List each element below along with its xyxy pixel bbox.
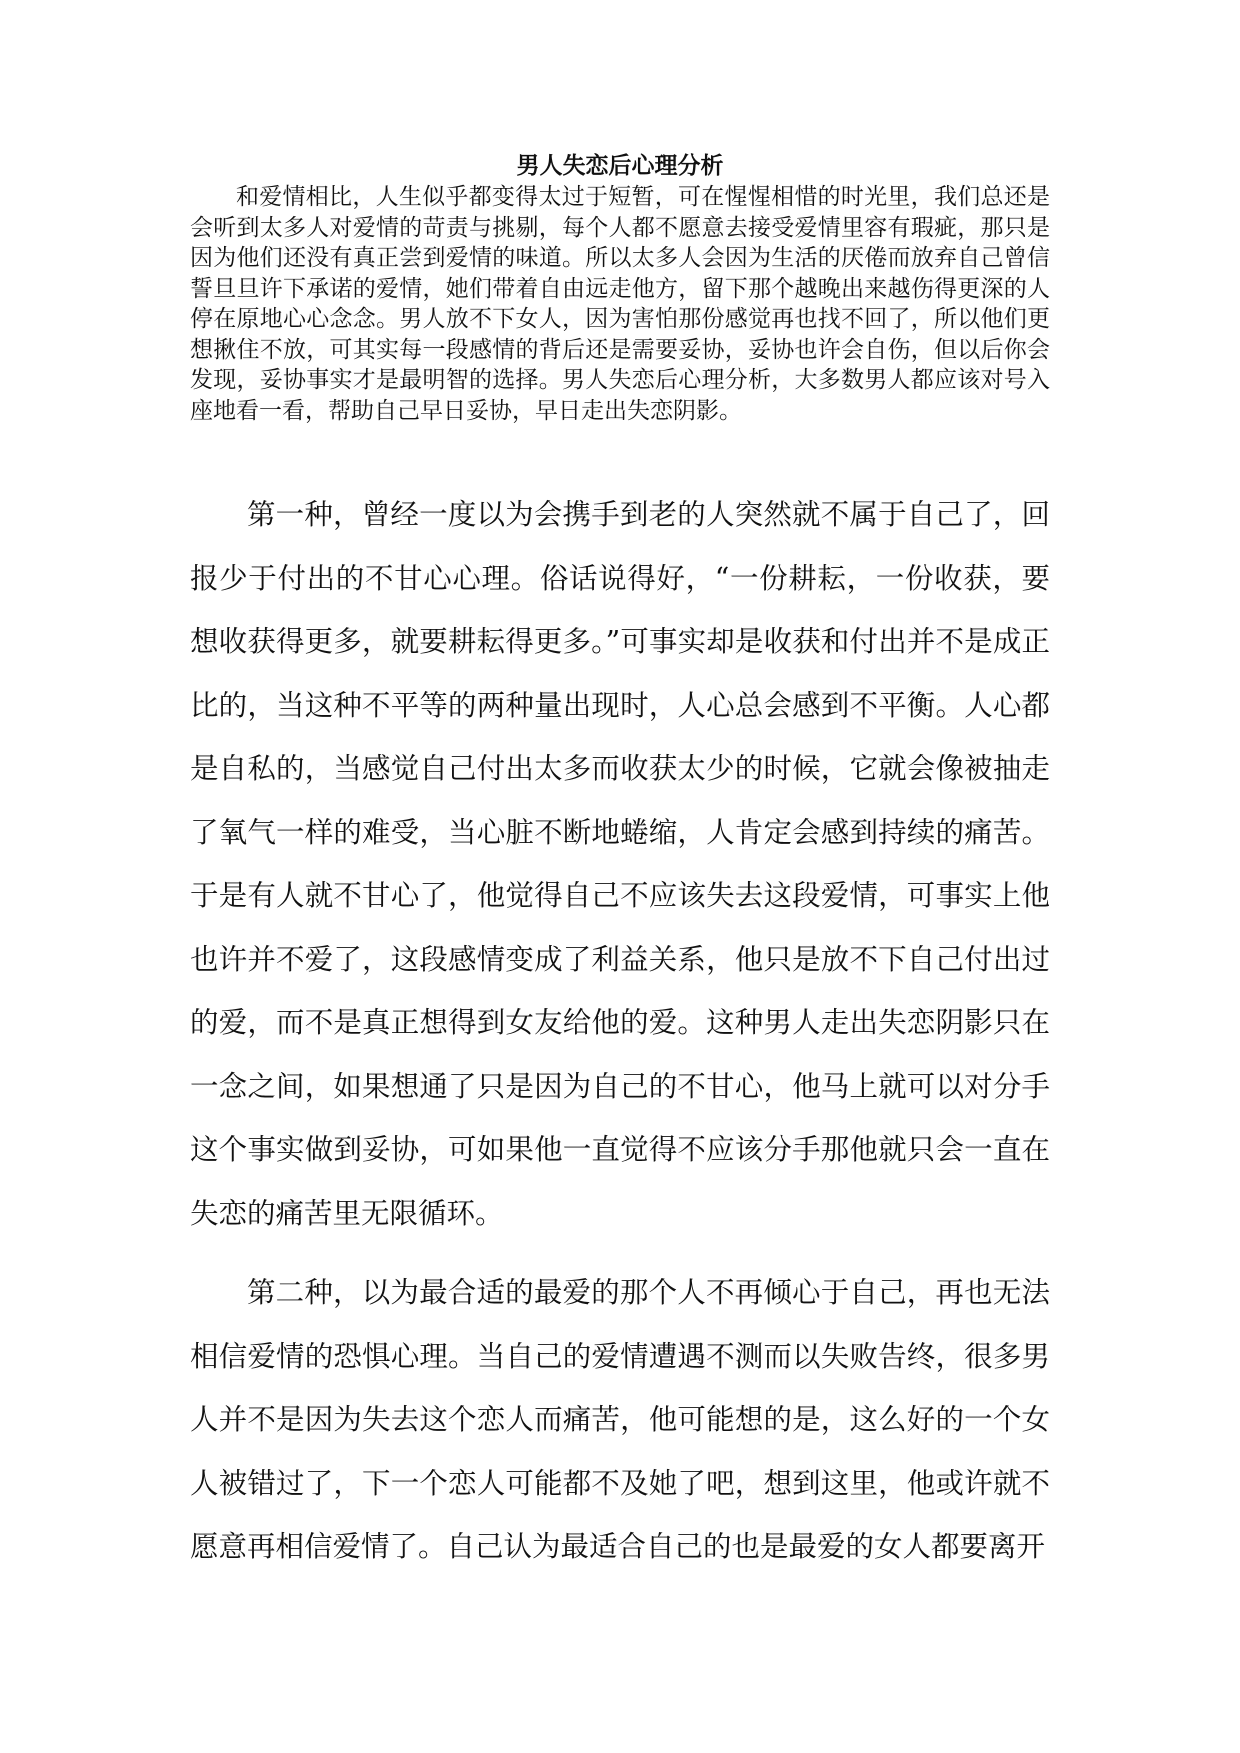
intro-paragraph: 和爱情相比，人生似乎都变得太过于短暂，可在惺惺相惜的时光里，我们总还是会听到太多人对爱情的苛责与挑剔，每个人都不愿意去接受爱情里容有瑕疵，那只是因为他们还没有真正尝到爱情的味道。所以太多人会因为生活的厌倦而放弃自己曾信誓旦旦许下承诺的爱情，她们带着自由远走他方，留下那个越晚出来越伤得更深的人停在原地心心念念。男人放不下女人，因为害怕那份感觉再也找不回了，所以他们更想揪住不放，可其实每一段感情的背后还是需要妥协，妥协也许会自伤，但以后你会发现，妥协事实才是最明智的选择。男人失恋后心理分析，大多数男人都应该对号入座地看一看，帮助自己早日妥协，早日走出失恋阴影。	[190, 184, 1050, 424]
body-paragraph-second-type: 第二种，以为最合适的最爱的那个人不再倾心于自己，再也无法相信爱情的恐惧心理。当自己的爱情遭遇不测而以失败告终，很多男人并不是因为失去这个恋人而痛苦，他可能想的是，这么好的一个女人被错过了，下一个恋人可能都不及她了吧，想到这里，他或许就不愿意再相信爱情了。自己认为最适合自己的也是最爱的女人都要离开	[190, 1276, 1050, 1563]
document-title: 男人失恋后心理分析	[516, 152, 724, 179]
body-paragraph-first-type: 第一种，曾经一度以为会携手到老的人突然就不属于自己了，回报少于付出的不甘心心理。俗话说得好，“一份耕耘，一份收获，要想收获得更多，就要耕耘得更多。”可事实却是收获和付出并不是成正比的，当这种不平等的两种量出现时，人心总会感到不平衡。人心都是自私的，当感觉自己付出太多而收获太少的时候，它就会像被抽走了氧气一样的难受，当心脏不断地蜷缩，人肯定会感到持续的痛苦。于是有人就不甘心了，他觉得自己不应该失去这段爱情，可事实上他也许并不爱了，这段感情变成了利益关系，他只是放不下自己付出过的爱，而不是真正想得到女友给他的爱。这种男人走出失恋阴影只在一念之间，如果想通了只是因为自己的不甘心，他马上就可以对分手这个事实做到妥协，可如果他一直觉得不应该分手那他就只会一直在失恋的痛苦里无限循环。	[190, 498, 1050, 1230]
